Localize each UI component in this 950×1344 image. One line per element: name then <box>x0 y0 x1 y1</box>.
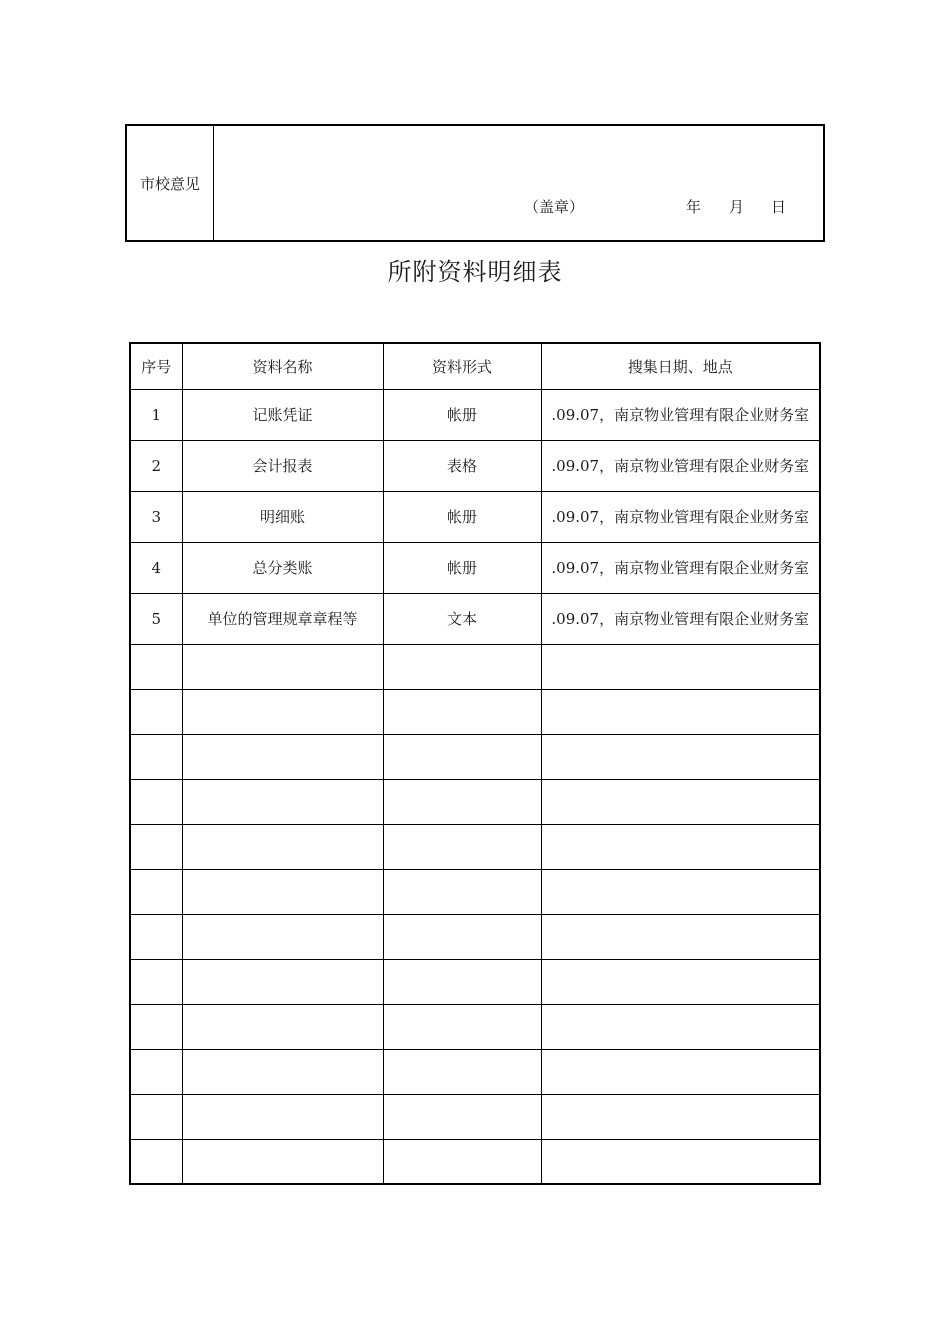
empty-table-row <box>130 1004 820 1049</box>
empty-table-row <box>130 734 820 779</box>
table-row <box>130 491 820 542</box>
table-row <box>130 542 820 593</box>
empty-cell <box>130 869 182 914</box>
cell-form: 帐册 <box>383 389 541 440</box>
table-row <box>130 389 820 440</box>
empty-cell <box>130 1094 182 1139</box>
empty-cell <box>383 734 541 779</box>
cell-form: 帐册 <box>383 542 541 593</box>
empty-cell <box>383 869 541 914</box>
empty-cell <box>182 1139 383 1184</box>
cell-date-place: .09.07，南京物业管理有限企业财务室 <box>541 491 820 542</box>
empty-table-row <box>130 824 820 869</box>
empty-table-row <box>130 1094 820 1139</box>
empty-cell <box>541 1094 820 1139</box>
empty-table-row <box>130 869 820 914</box>
empty-cell <box>130 734 182 779</box>
empty-table-row <box>130 644 820 689</box>
empty-cell <box>383 914 541 959</box>
cell-no: 1 <box>130 389 182 440</box>
empty-cell <box>541 779 820 824</box>
empty-cell <box>541 1139 820 1184</box>
empty-cell <box>182 824 383 869</box>
opinion-label: 市校意见 <box>127 126 214 240</box>
cell-no: 4 <box>130 542 182 593</box>
cell-form: 表格 <box>383 440 541 491</box>
table-row <box>130 593 820 644</box>
empty-cell <box>130 914 182 959</box>
attachment-table <box>129 342 821 1185</box>
header-name: 资料名称 <box>182 343 383 389</box>
empty-table-row <box>130 959 820 1004</box>
page-title: 所附资料明细表 <box>387 258 563 286</box>
month-label: 月 <box>729 198 745 216</box>
empty-cell <box>383 644 541 689</box>
empty-cell <box>541 824 820 869</box>
cell-no: 5 <box>130 593 182 644</box>
empty-cell <box>182 1094 383 1139</box>
empty-cell <box>182 644 383 689</box>
cell-name: 记账凭证 <box>182 389 383 440</box>
empty-cell <box>130 1139 182 1184</box>
empty-cell <box>182 689 383 734</box>
cell-date-place: .09.07，南京物业管理有限企业财务室 <box>541 440 820 491</box>
empty-cell <box>541 1004 820 1049</box>
cell-no: 3 <box>130 491 182 542</box>
empty-cell <box>130 644 182 689</box>
table-body <box>130 389 820 1184</box>
empty-cell <box>182 959 383 1004</box>
empty-cell <box>383 824 541 869</box>
empty-table-row <box>130 689 820 734</box>
cell-name: 总分类账 <box>182 542 383 593</box>
cell-form: 文本 <box>383 593 541 644</box>
empty-cell <box>541 959 820 1004</box>
empty-cell <box>130 1004 182 1049</box>
day-label: 日 <box>771 198 787 216</box>
empty-cell <box>541 869 820 914</box>
empty-cell <box>182 1004 383 1049</box>
cell-no: 2 <box>130 440 182 491</box>
empty-cell <box>182 914 383 959</box>
empty-cell <box>383 1049 541 1094</box>
empty-table-row <box>130 779 820 824</box>
empty-cell <box>130 779 182 824</box>
cell-name: 单位的管理规章章程等 <box>182 593 383 644</box>
cell-form: 帐册 <box>383 491 541 542</box>
empty-cell <box>541 914 820 959</box>
cell-name: 会计报表 <box>182 440 383 491</box>
school-opinion-box <box>125 124 825 242</box>
empty-cell <box>383 1004 541 1049</box>
empty-cell <box>541 644 820 689</box>
empty-table-row <box>130 914 820 959</box>
cell-date-place: .09.07，南京物业管理有限企业财务室 <box>541 389 820 440</box>
empty-cell <box>130 689 182 734</box>
seal-label: （盖章） <box>524 198 585 216</box>
empty-cell <box>383 779 541 824</box>
empty-cell <box>182 1049 383 1094</box>
empty-cell <box>541 734 820 779</box>
cell-date-place: .09.07，南京物业管理有限企业财务室 <box>541 593 820 644</box>
cell-name: 明细账 <box>182 491 383 542</box>
empty-cell <box>541 689 820 734</box>
empty-cell <box>130 959 182 1004</box>
empty-cell <box>383 1139 541 1184</box>
empty-cell <box>182 734 383 779</box>
table-header-row <box>130 343 820 389</box>
header-no: 序号 <box>130 343 182 389</box>
empty-cell <box>383 1094 541 1139</box>
table-row <box>130 440 820 491</box>
empty-cell <box>383 689 541 734</box>
empty-table-row <box>130 1049 820 1094</box>
empty-cell <box>182 869 383 914</box>
empty-table-row <box>130 1139 820 1184</box>
empty-cell <box>541 1049 820 1094</box>
empty-cell <box>130 824 182 869</box>
opinion-body <box>214 126 823 240</box>
empty-cell <box>130 1049 182 1094</box>
header-form: 资料形式 <box>383 343 541 389</box>
empty-cell <box>182 779 383 824</box>
empty-cell <box>383 959 541 1004</box>
year-label: 年 <box>686 198 702 216</box>
header-date-place: 搜集日期、地点 <box>541 343 820 389</box>
cell-date-place: .09.07，南京物业管理有限企业财务室 <box>541 542 820 593</box>
